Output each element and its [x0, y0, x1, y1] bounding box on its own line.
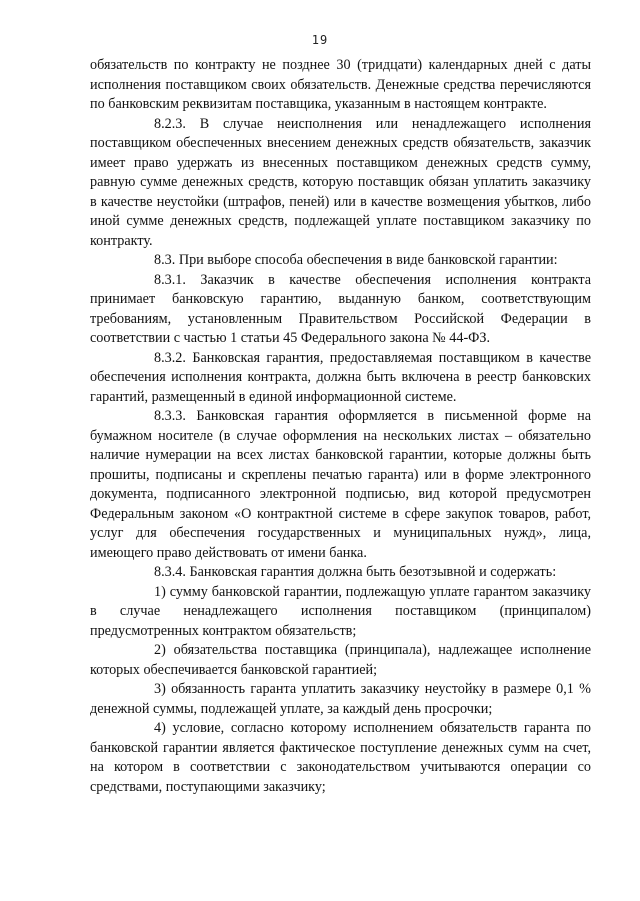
- paragraph-8-3: 8.3. При выборе способа обеспечения в виде банковской гарантии:: [154, 252, 558, 268]
- page-number: 19: [311, 33, 329, 47]
- document-body: [90, 56, 591, 797]
- paragraph-8-3-1: 8.3.1. Заказчик в качестве обеспечения исполнения контракта принимает банковскую гарантию, выданную банком, соответствующим требованиям, установленным Правительством Российской Федерации в соответствии с частью 1 статьи 45 Федерального закона № 44-ФЗ.: [90, 271, 591, 346]
- paragraph-8-3-4: 8.3.4. Банковская гарантия должна быть безотзывной и содержать:: [154, 564, 557, 580]
- list-item-3: 3) обязанность гаранта уплатить заказчику неустойку в размере 0,1 % денежной суммы, подлежащей уплате, за каждый день просрочки;: [90, 681, 591, 717]
- list-item-4: 4) условие, согласно которому исполнением обязательств гаранта по банковской гарантии является фактическое поступление денежных сумм на счет, на котором в соответствии с законодательством учитываются операции со средствами, поступающими заказчику;: [90, 720, 591, 795]
- paragraph-8-3-3: 8.3.3. Банковская гарантия оформляется в письменной форме на бумажном носителе (в случае оформления на нескольких листах – обязательно наличие нумерации на всех листах банковской гарантии, которые должны быть прошиты, подписаны и скреплены печатью гаранта) или в форме электронного документа, подписанного электронной подписью, вид которой предусмотрен Федеральным законом «О контрактной системе в сфере закупок товаров, работ, услуг для обеспечения государственных и муниципальных нужд», лица, имеющего право действовать от имени банка.: [90, 408, 591, 561]
- paragraph-8-2-3: 8.2.3. В случае неисполнения или ненадлежащего исполнения поставщиком обеспеченных внесением денежных средств обязательств, заказчик имеет право удержать из внесенных поставщиком денежных средств сумму, равную сумме денежных средств, которую поставщик обязан уплатить заказчику в качестве неустойки (штрафов, пеней) или в качестве возмещения убытков, либо иной сумме денежных средств, подлежащей уплате поставщиком заказчику по контракту.: [90, 115, 591, 249]
- paragraph-continuation: обязательств по контракту не позднее 30 (тридцати) календарных дней с даты исполнения поставщиком своих обязательств. Денежные средства перечисляются по банковским реквизитам поставщика, указанным в настоящем контракте.: [90, 57, 591, 112]
- list-item-2: 2) обязательства поставщика (принципала), надлежащее исполнение которых обеспечивается банковской гарантией;: [90, 642, 591, 678]
- list-item-1: 1) сумму банковской гарантии, подлежащую уплате гарантом заказчику в случае ненадлежащего исполнения поставщиком (принципалом) предусмотренных контрактом обязательств;: [90, 583, 591, 639]
- paragraph-8-3-2: 8.3.2. Банковская гарантия, предоставляемая поставщиком в качестве обеспечения исполнения контракта, должна быть включена в реестр банковских гарантий, размещенный в единой информационной системе.: [90, 349, 591, 405]
